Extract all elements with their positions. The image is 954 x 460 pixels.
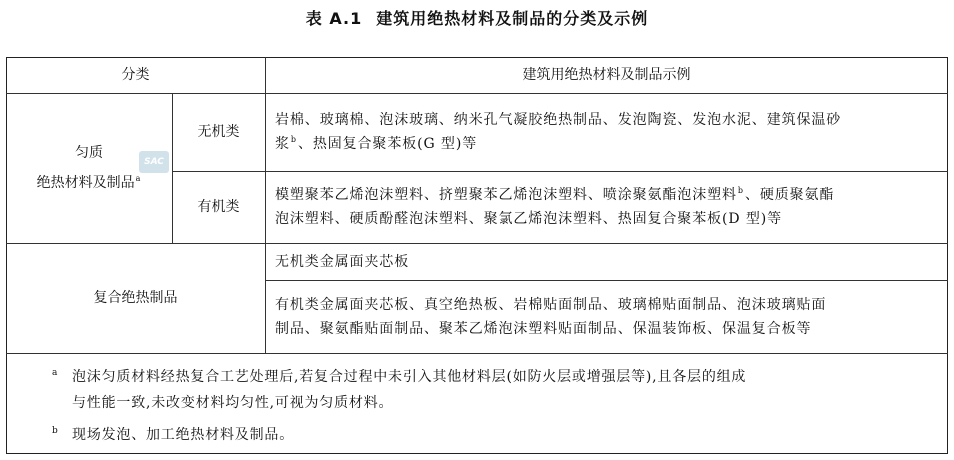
composite-inorganic-examples [265, 243, 948, 280]
note-a [72, 364, 942, 416]
rule-table-end [6, 353, 948, 354]
subcat-inorganic [172, 93, 265, 171]
note-a-line2: 与性能一致,未改变材料均匀性,可视为匀质材料。 [72, 395, 394, 411]
organic-examples [265, 171, 948, 243]
group-composite-label: 复合绝热制品 [93, 290, 178, 306]
inorganic-line1: 岩棉、玻璃棉、泡沫玻璃、纳米孔气凝胶绝热制品、发泡陶瓷、发泡水泥、建筑保温砂 [275, 112, 842, 128]
inorganic-line2-pre: 浆 [275, 136, 290, 152]
footnote-ref-b: b [290, 135, 297, 144]
organic-line2: 泡沫塑料、硬质酚醛泡沫塑料、聚氯乙烯泡沫塑料、热固复合聚苯板(D 型)等 [275, 211, 782, 227]
inorganic-line2 [275, 132, 841, 156]
organic-line1 [275, 183, 834, 207]
header-examples-label: 建筑用绝热材料及制品示例 [522, 67, 691, 83]
subcat-inorganic-label: 无机类 [197, 124, 240, 140]
note-a-mark: a [52, 368, 58, 378]
inorganic-line2-post: 、热固复合聚苯板(G 型)等 [297, 136, 478, 152]
table-number: 表 A.1 [305, 9, 363, 28]
group-homogeneous-line2 [37, 168, 142, 198]
composite-organic-line2: 制品、聚氨酯贴面制品、聚苯乙烯泡沫塑料贴面制品、保温装饰板、保温复合板等 [275, 320, 812, 337]
note-b-line1: 现场发泡、加工绝热材料及制品。 [72, 427, 294, 443]
composite-organic-line1: 有机类金属面夹芯板、真空绝热板、岩棉贴面制品、玻璃棉贴面制品、泡沫玻璃贴面 [275, 296, 827, 313]
subcat-organic [172, 171, 265, 243]
composite-inorganic-text: 无机类金属面夹芯板 [275, 253, 410, 270]
note-b-mark: b [52, 426, 58, 436]
note-b [72, 422, 942, 448]
header-category [6, 57, 265, 93]
group-homogeneous-line2-text: 绝热材料及制品 [36, 175, 135, 191]
header-examples [265, 57, 948, 93]
table-caption: 建筑用绝热材料及制品的分类及示例 [376, 9, 649, 28]
subcat-organic-label: 有机类 [197, 199, 240, 215]
group-homogeneous-line1: 匀质 [75, 145, 103, 161]
inorganic-examples [265, 93, 948, 171]
note-a-line1: 泡沫匀质材料经热复合工艺处理后,若复合过程中未引入其他材料层(如防火层或增强层等),且各层的组成 [72, 369, 747, 385]
sac-watermark: SAC [139, 151, 169, 173]
organic-line1-post: 、硬质聚氨酯 [744, 187, 835, 203]
group-composite [6, 243, 265, 353]
footnote-ref-a: a [135, 174, 141, 183]
organic-line1-pre: 模塑聚苯乙烯泡沫塑料、挤塑聚苯乙烯泡沫塑料、喷涂聚氨酯泡沫塑料 [275, 187, 737, 203]
footnote-ref-b: b [737, 186, 744, 195]
header-category-label: 分类 [121, 67, 150, 83]
table-title [0, 6, 954, 29]
composite-organic-examples [265, 280, 948, 353]
